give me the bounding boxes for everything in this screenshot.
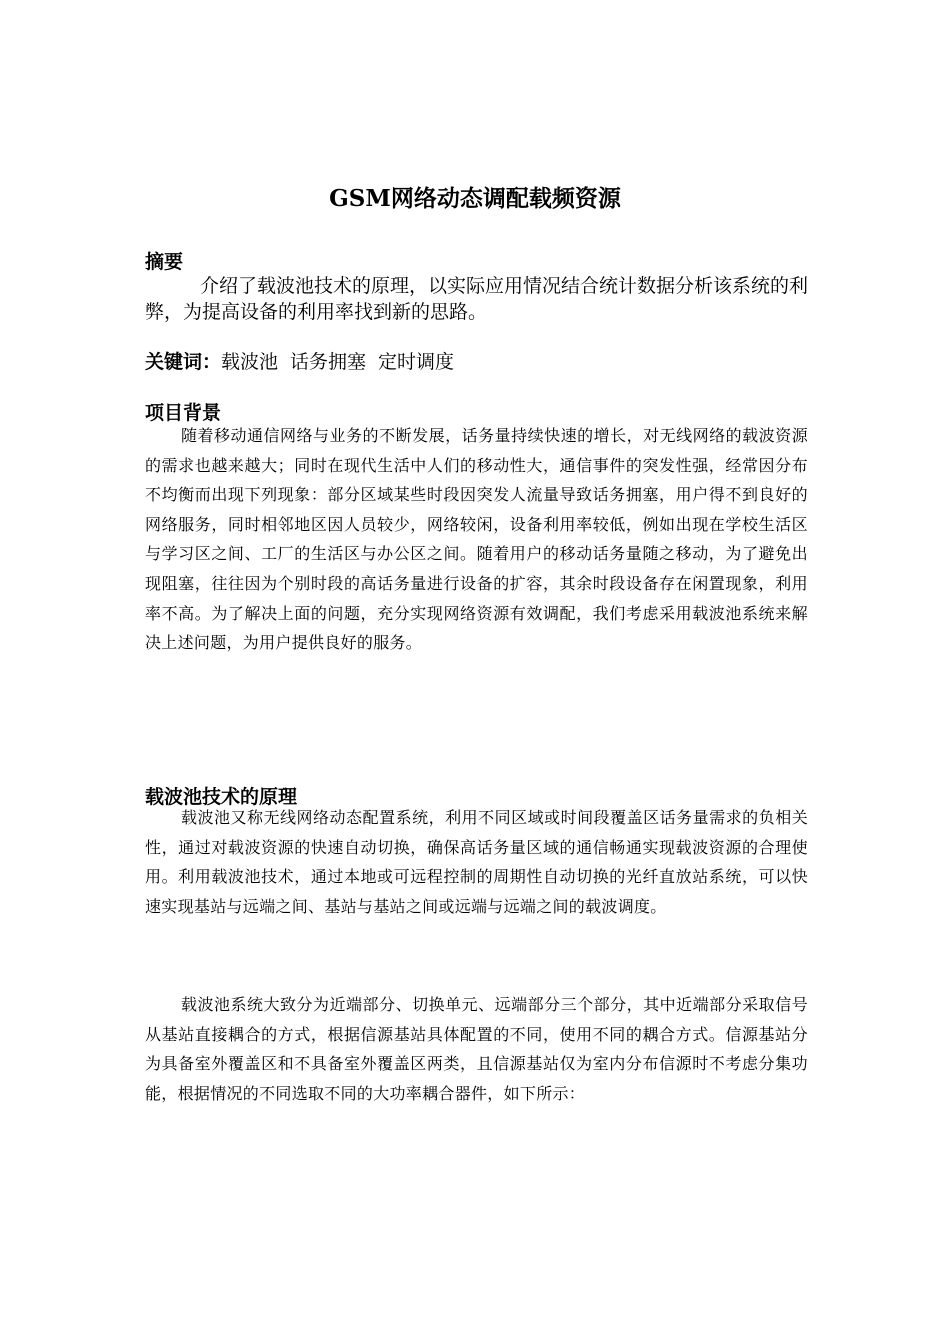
background-paragraph: 随着移动通信网络与业务的不断发展，话务量持续快速的增长，对无线网络的载波资源的需求也越来越大；同时在现代生活中人们的移动性大，通信事件的突发性强，经常因分布不均衡而出现下列现象：部分区域某些时段因突发人流量导致话务拥塞，用户得不到良好的网络服务，同时相邻地区因人员较少，网络较闲，设备利用率较低，例如出现在学校生活区与学习区之间、工厂的生活区与办公区之间。随着用户的移动话务量随之移动，为了避免出现阻塞，往往因为个别时段的高话务量进行设备的扩容，其余时段设备存在闲置现象，利用率不高。为了解决上面的问题，充分实现网络资源有效调配，我们考虑采用载波池系统来解决上述问题，为用户提供良好的服务。 xyxy=(145,426,808,653)
principle-heading: 载波池技术的原理 xyxy=(145,786,298,808)
abstract-text: 介绍了载波池技术的原理，以实际应用情况结合统计数据分析该系统的利弊，为提高设备的利用率找到新的思路。 xyxy=(145,275,809,323)
abstract-heading: 摘要 xyxy=(145,251,184,273)
keyword-item: 载波池 xyxy=(221,351,279,373)
principle-paragraph-2: 载波池系统大致分为近端部分、切换单元、远端部分三个部分，其中近端部分采取信号从基站直接耦合的方式，根据信源基站具体配置的不同，使用不同的耦合方式。信源基站分为具备室外覆盖区和不具备室外覆盖区两类，且信源基站仅为室内分布信源时不考虑分集功能，根据情况的不同选取不同的大功率耦合器件，如下所示： xyxy=(145,995,808,1103)
background-heading: 项目背景 xyxy=(145,402,222,424)
keyword-item: 定时调度 xyxy=(378,351,455,373)
document-title: GSM网络动态调配载频资源 xyxy=(329,185,621,212)
keywords-line xyxy=(145,347,466,374)
keywords-label: 关键词： xyxy=(145,351,222,373)
keyword-item: 话务拥塞 xyxy=(290,351,367,373)
principle-paragraph-1: 载波池又称无线网络动态配置系统，利用不同区域或时间段覆盖区话务量需求的负相关性，通过对载波资源的快速自动切换，确保高话务量区域的通信畅通实现载波资源的合理使用。利用载波池技术，通过本地或可远程控制的周期性自动切换的光纤直放站系统，可以快速实现基站与远端之间、基站与基站之间或远端与远端之间的载波调度。 xyxy=(145,808,808,916)
